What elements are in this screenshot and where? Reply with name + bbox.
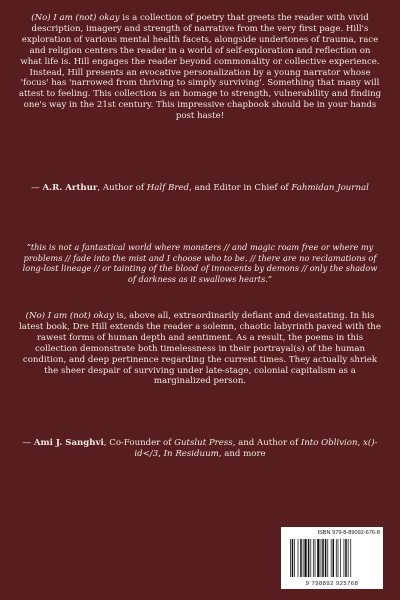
barcode-bar (345, 539, 347, 577)
isbn-label: ISBN 979-8-89092-676-8 (317, 530, 380, 536)
blurb-second-title: (No) I am (not) okay (25, 311, 114, 321)
blurb-first (18, 13, 382, 122)
barcode-bar (317, 539, 319, 577)
blurb-second (18, 311, 382, 387)
barcode-bar (321, 539, 322, 577)
barcode-bar (298, 539, 299, 577)
barcode-bar (333, 539, 335, 577)
barcode-bar (300, 539, 302, 577)
barcode-bar (313, 539, 314, 577)
attribution-first-name: A.R. Arthur (42, 183, 98, 193)
attribution-first-dash: — (31, 183, 43, 193)
attribution-second-end: , and more (218, 449, 266, 460)
attribution-second-book1: Into Oblivion (300, 438, 358, 448)
barcode-bar (322, 539, 324, 577)
barcode-bar (331, 539, 332, 577)
barcode-bar (340, 539, 341, 577)
barcode-bar (304, 539, 306, 577)
barcode-digits: 9 798892 925768 (305, 581, 359, 587)
attribution-second-press: Gutslut Press (174, 438, 233, 448)
barcode-bar (327, 539, 328, 577)
attribution-first-mid: , Author of (97, 183, 147, 193)
attribution-second-mid: , Co-Founder of (103, 438, 175, 448)
isbn-barcode (281, 527, 383, 589)
barcode-bar (338, 539, 339, 577)
barcode-bar (325, 539, 327, 577)
barcode-bar (315, 539, 316, 577)
attribution-second-dash: — (22, 438, 34, 448)
attribution-second (18, 438, 382, 460)
attribution-first (18, 183, 382, 194)
barcode-bar (290, 539, 291, 577)
attribution-second-book2: x()-id</3 (134, 438, 378, 460)
barcode-bar (310, 539, 311, 577)
barcode-bar (292, 539, 294, 577)
barcode-bar (308, 539, 310, 577)
blurb-first-text: is a collection of poetry that greets the reader with vivid description, imagery and strength of narrative from the very first page. Hill's exploration of various mental health facets, alongside undertones of trauma, race and religion centers the reader in a world of self-exploration and reflection on what life is. Hill engages the reader beyond commonality or collective experience. Instead, Hill presents an evocative personalization by a young narrator whose 'focus' has 'narrowed from thriving to simply surviving'. Something that many will attest to feeling. This collection is an homage to strength, vulnerability and finding one's way in the 21st century. This impressive chapbook should be in your hands post haste! (18, 13, 382, 122)
barcode-bar (350, 539, 351, 577)
blurb-first-title: (No) I am (not) okay (31, 13, 120, 23)
attribution-second-sep1: , (357, 438, 363, 448)
poem-quote: “this is not a fantastical world where monsters // and magic roam free or where my problems // fade into the mist and I choose who to be. // there are no reclamations of long-lost lineage // or tainting of the blood of innocents by demons // only the shadow of darkness as it swallows hearts.” (22, 242, 378, 284)
attribution-second-mid2: , and Author of (232, 438, 301, 448)
barcode-bar (294, 539, 295, 577)
barcode-bars (289, 539, 377, 577)
barcode-bar (303, 539, 304, 577)
attribution-second-sep2: , (158, 449, 164, 460)
barcode-bar (336, 539, 337, 577)
barcode-bar (348, 539, 349, 577)
attribution-first-mid2: , and Editor in Chief of (189, 183, 292, 193)
attribution-first-journal: Fahmidan Journal (291, 183, 369, 193)
attribution-first-book: Half Bred (146, 183, 190, 193)
blurb-second-text: is, above all, extraordinarily defiant and devastating. In his latest book, Dre Hill extends the reader a solemn, chaotic labyrinth paved with the rawest forms of human depth and sentiment. As a result, the poems in this collection demonstrate both timelessness in their portrayal(s) of the human condition, and deep pertinence regarding the current times. They actually shriek the sheer despair of surviving under late-stage, colonial capitalism as a marginalized person. (19, 311, 381, 387)
attribution-second-book3: In Residuum (163, 449, 219, 460)
barcode-bar (344, 539, 345, 577)
attribution-second-name: Ami J. Sanghvi (33, 438, 104, 448)
